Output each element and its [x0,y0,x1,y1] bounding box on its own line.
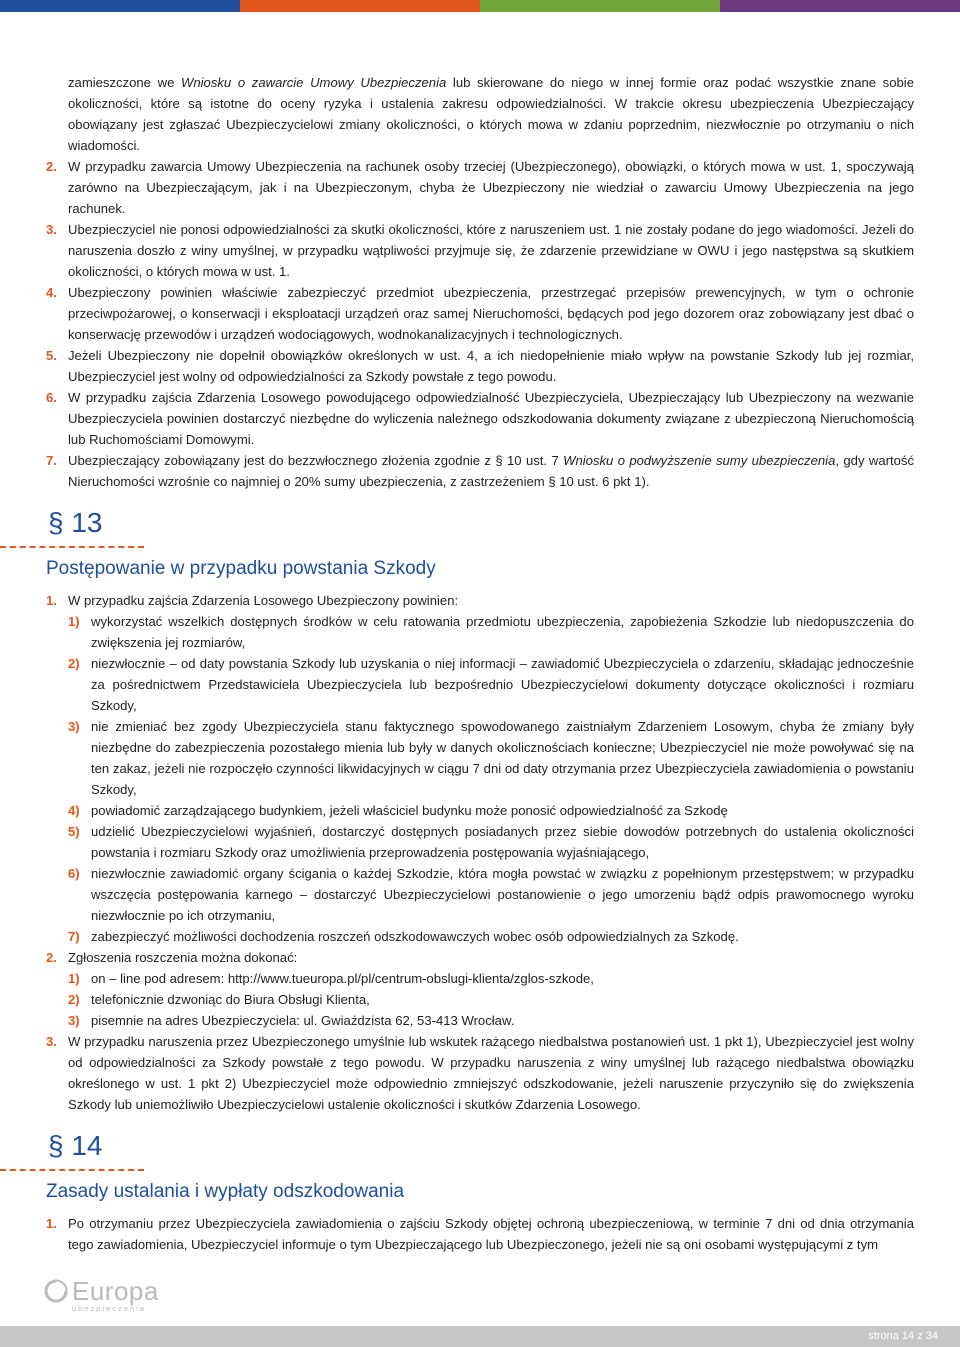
s13-item-1: 1. W przypadku zajścia Zdarzenia Losowego Ubezpieczony powinien: [46,593,459,608]
section-13-mark [46,506,914,546]
s14-item-1: 1. Po otrzymaniu przez Ubezpieczyciela zawiadomienia o zajściu Szkody objętej ochroną ubezpieczeniową, w terminie 7 dni od dnia otrzymania tego zawiadomienia, Ubezpieczyciel informuje o tym Ubezpieczającego lub Ubezpieczonego, jeżeli nie są oni osobami występującymi z tym [46,1216,914,1252]
s13-item-2-sub-3: 3) pisemnie na adres Ubezpieczyciela: ul. Gwiaździsta 62, 53-413 Wrocław. [68,1013,515,1028]
topbar-segment-purple [720,0,960,12]
topbar-segment-blue [0,0,240,12]
s13-item-1-sub-4: 4) powiadomić zarządzającego budynkiem, jeżeli właściciel budynku może ponosić odpowiedzialność za Szkodę [68,803,728,818]
s13-item-1-sub-6: 6) niezwłocznie zawiadomić organy ścigania o każdej Szkodzie, która mogła powstać w związku z popełnionym przestępstwem; w przypadku wszczęcia postępowania karnego – dostarczyć Ubezpieczycielowi postanowienie o jego umorzeniu bądź odpis prawomocnego wyroku niezwłocznie po ich otrzymaniu, [68,866,914,923]
section-divider-dashed [0,546,144,548]
s13-item-2: 2. Zgłoszenia roszczenia można dokonać: [46,950,298,965]
europa-logo-text: Europa [72,1276,159,1306]
europa-logo-subtext: ubezpieczenia [72,1304,146,1313]
intro-paragraph: zamieszczone we Wniosku o zawarcie Umowy Ubezpieczenia lub skierowane do niego w innej formie oraz podać wszystkie znane sobie okoliczności, które są istotne do oceny ryzyka i ustalenia zakresu odpowiedzialności. W trakcie okresu ubezpieczenia Ubezpieczający obowiązany jest zgłaszać Ubezpieczycielowi zmiany okoliczności, o których mowa w zdaniu poprzednim, niezwłocznie po otrzymaniu o nich wiadomości. [68,75,914,153]
section-divider-dashed [0,1169,144,1171]
s13-item-1-sub-7: 7) zabezpieczyć możliwości dochodzenia roszczeń odszkodowawczych wobec osób odpowiedzialnych za Szkodę. [68,929,739,944]
topbar-segment-orange [240,0,480,12]
s12-item-4: 4. Ubezpieczony powinien właściwie zabezpieczyć przedmiot ubezpieczenia, przestrzegać przepisów prewencyjnych, w tym o ochronie przeciwpożarowej, o konserwacji i eksploatacji urządzeń oraz samej Nieruchomości, będących pod jego dozorem oraz zobowiązany jest dbać o konserwację przewodów i urządzeń wodociągowych, wodnokanalizacyjnych i technologicznych. [46,285,914,342]
s12-item-6: 6. W przypadku zajścia Zdarzenia Losowego powodującego odpowiedzialność Ubezpieczyciela, Ubezpieczający lub Ubezpieczony na wezwanie Ubezpieczyciela powinien dostarczyć niezbędne do wyliczenia należnego odszkodowania dokumenty związane z ubezpieczoną Nieruchomością lub Ruchomościami Domowymi. [46,390,914,447]
s13-item-1-sub-5: 5) udzielić Ubezpieczycielowi wyjaśnień, dostarczyć dostępnych posiadanych przez siebie dowodów potrzebnych do ustalenia okoliczności powstania i rozmiaru Szkody oraz umożliwienia przeprowadzenia postępowania wyjaśniającego, [68,824,914,860]
s12-item-7: 7. Ubezpieczający zobowiązany jest do bezzwłocznego złożenia zgodnie z § 10 ust. 7 Wniosku o podwyższenie sumy ubezpieczenia, gdy wartość Nieruchomości wzrośnie co najmniej o 20% sumy ubezpieczenia, z zastrzeżeniem § 10 ust. 6 pkt 1). [46,453,914,489]
s12-item-5: 5. Jeżeli Ubezpieczony nie dopełnił obowiązków określonych w ust. 4, a ich niedopełnienie miało wpływ na powstanie Szkody lub jej rozmiar, Ubezpieczyciel jest wolny od odpowiedzialności za Szkody powstałe z tego powodu. [46,348,914,384]
s13-item-1-sub-1: 1) wykorzystać wszelkich dostępnych środków w celu ratowania przedmiotu ubezpieczenia, zapobieżenia Szkodzie lub niedopuszczenia do zwiększenia jej rozmiarów, [68,614,914,650]
europa-logo-icon [44,1279,68,1303]
section-14-title: Zasady ustalania i wypłaty odszkodowania [46,1181,405,1202]
s12-item-3: 3. Ubezpieczyciel nie ponosi odpowiedzialności za skutki okoliczności, które z naruszeniem ust. 1 nie zostały podane do jego wiadomości. Jeżeli do naruszenia doszło z winy umyślnej, w przypadku wątpliwości przyjmuje się, że zdarzenie przewidziane w OWU i jego następstwa są skutkiem okoliczności, o których mowa w ust. 1. [46,222,914,279]
s13-item-1-sub-3: 3) nie zmieniać bez zgody Ubezpieczyciela stanu faktycznego spowodowanego zaistniałym Zdarzeniem Losowym, chyba że zmiany były niezbędne do zabezpieczenia pozostałego mienia lub były w danych okolicznościach konieczne; Ubezpieczyciel nie może powoływać się na ten zakaz, jeżeli nie rozpoczęło czynności likwidacyjnych w ciągu 7 dni od daty otrzymania przez Ubezpieczyciela zawiadomienia o powstaniu Szkody, [68,719,914,797]
section-13-title: Postępowanie w przypadku powstania Szkody [46,558,436,579]
page-number: strona 14 z 34 [868,1330,938,1342]
topbar-segment-green [480,0,720,12]
section-14-mark [46,1129,914,1169]
s13-item-1-sub-2: 2) niezwłocznie – od daty powstania Szkody lub uzyskania o niej informacji – zawiadomić Ubezpieczyciela o zdarzeniu, składając jednocześnie za pośrednictwem Przedstawiciela Ubezpieczyciela lub bezpośrednio Ubezpieczycielowi dokumenty dotyczące okoliczności i rozmiaru Szkody, [68,656,914,713]
europa-logo [44,1276,159,1313]
section-14-number: § 14 [48,1130,103,1161]
s13-item-2-sub-1: 1) on – line pod adresem: http://www.tueuropa.pl/pl/centrum-obslugi-klienta/zglos-szkode, [68,971,594,986]
top-color-bar [0,0,960,12]
footer-bar [0,1326,960,1347]
s12-item-2: 2. W przypadku zawarcia Umowy Ubezpieczenia na rachunek osoby trzeciej (Ubezpieczonego), obowiązki, o których mowa w ust. 1, spoczywają zarówno na Ubezpieczającym, jak i na Ubezpieczonym, chyba że Ubezpieczony nie wiedział o zawarciu Umowy Ubezpieczenia na jego rachunek. [46,159,914,216]
s13-item-3: 3. W przypadku naruszenia przez Ubezpieczonego umyślnie lub wskutek rażącego niedbalstwa postanowień ust. 1 pkt 1), Ubezpieczyciel jest wolny od odpowiedzialności za Szkody powstałe z tego powodu. W przypadku naruszenia z winy umyślnej lub rażącego niedbalstwa obowiązku określonego w ust. 1 pkt 2) Ubezpieczyciel może odpowiednio zmniejszyć odszkodowanie, jeżeli naruszenie przyczyniło się do zwiększenia Szkody lub uniemożliwiło Ubezpieczycielowi ustalenie okoliczności i skutków Zdarzenia Losowego. [46,1034,914,1112]
section-13-number: § 13 [48,507,103,538]
s13-item-2-sub-2: 2) telefonicznie dzwoniąc do Biura Obsługi Klienta, [68,992,370,1007]
document-body [46,72,914,1255]
